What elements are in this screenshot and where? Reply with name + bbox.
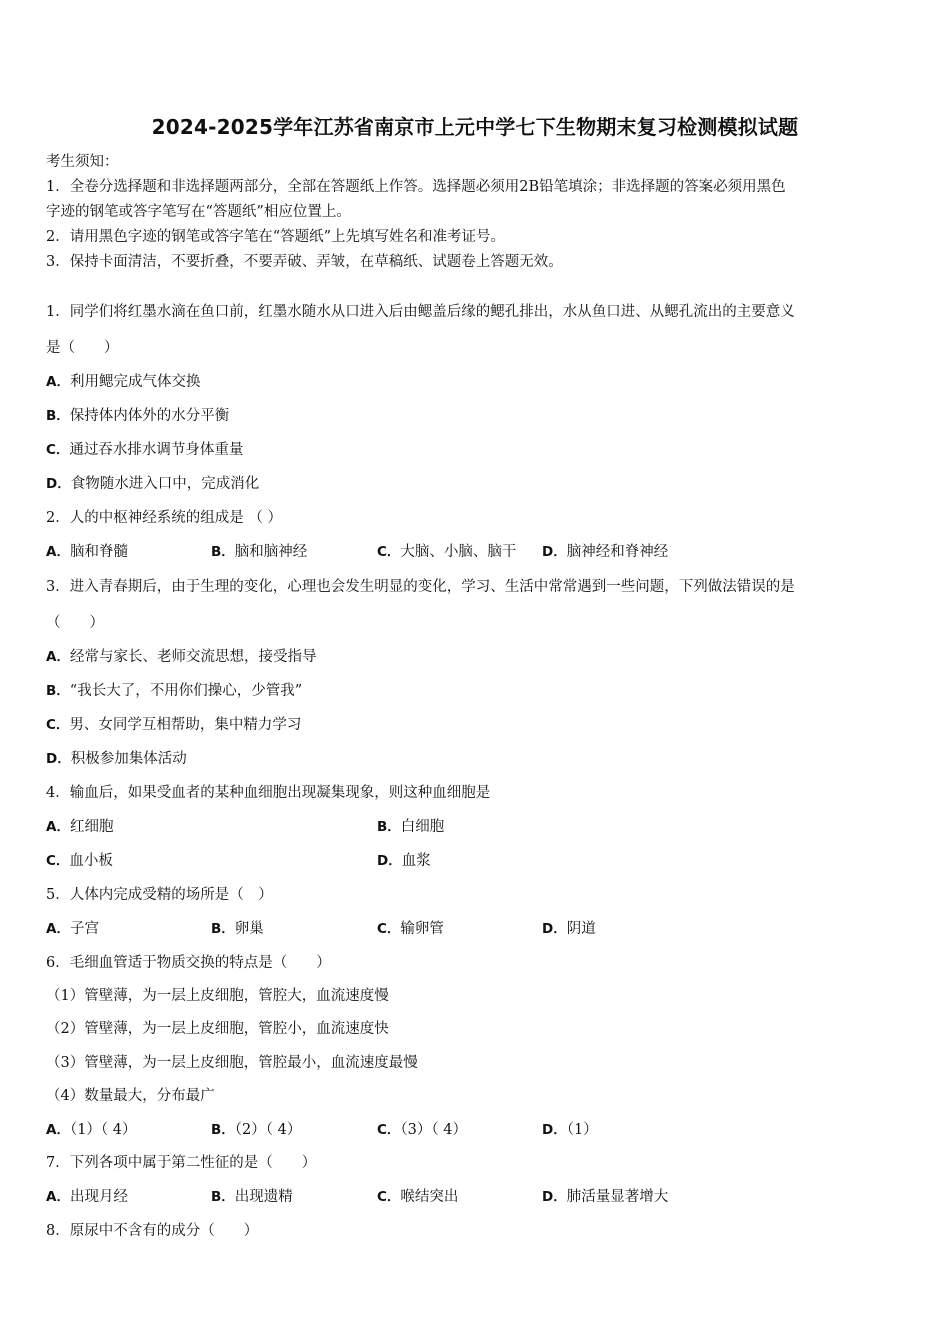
option-text: 保持体内体外的水分平衡 bbox=[69, 408, 230, 424]
q3-stem-b: （ ） bbox=[46, 615, 104, 631]
q5-option-c bbox=[377, 919, 444, 939]
option-text: 脑和脑神经 bbox=[234, 544, 308, 560]
option-text: 白细胞 bbox=[400, 819, 445, 835]
option-label: D． bbox=[377, 853, 402, 869]
notice-line-3: 3．保持卡面清洁，不要折叠，不要弄破、弄皱，在草稿纸、试题卷上答题无效。 bbox=[46, 254, 563, 270]
option-label: A． bbox=[46, 1189, 70, 1205]
option-label: D． bbox=[46, 751, 71, 767]
option-label: A． bbox=[46, 374, 70, 390]
q6-statement-2: （2）管壁薄，为一层上皮细胞，管腔小，血流速度快 bbox=[46, 1021, 389, 1037]
option-label: C． bbox=[377, 1122, 401, 1138]
option-text: 输卵管 bbox=[400, 921, 444, 937]
q1-option-a bbox=[46, 372, 200, 392]
q5-option-a bbox=[46, 919, 99, 939]
q7-option-d bbox=[542, 1187, 668, 1207]
option-label: A． bbox=[46, 921, 70, 937]
q6-option-d bbox=[542, 1120, 598, 1140]
option-label: D． bbox=[542, 1189, 567, 1205]
option-text: 红细胞 bbox=[69, 819, 114, 835]
option-text: 出现遗精 bbox=[234, 1189, 293, 1205]
option-text: 脑和脊髓 bbox=[69, 544, 128, 560]
option-label: C． bbox=[46, 442, 70, 458]
q4-stem: 4．输血后，如果受血者的某种血细胞出现凝集现象，则这种血细胞是 bbox=[46, 785, 491, 801]
q2-option-a bbox=[46, 542, 128, 562]
option-label: D． bbox=[46, 476, 71, 492]
q2-option-b bbox=[211, 542, 307, 562]
q4-option-c bbox=[46, 851, 113, 871]
q6-option-a bbox=[46, 1120, 137, 1140]
q4-option-d bbox=[377, 851, 431, 871]
option-label: A． bbox=[46, 649, 70, 665]
option-label: B． bbox=[211, 1122, 235, 1138]
option-label: B． bbox=[377, 819, 401, 835]
q4-option-b bbox=[377, 817, 444, 837]
q3-stem-a: 3．进入青春期后，由于生理的变化，心理也会发生明显的变化，学习、生活中常常遇到一些问题，下列做法错误的是 bbox=[46, 579, 795, 595]
notice-line-2: 2．请用黑色字迹的钢笔或答字笔在“答题纸”上先填写姓名和准考证号。 bbox=[46, 229, 506, 245]
exam-title: 2024-2025学年江苏省南京市上元中学七下生物期末复习检测模拟试题 bbox=[151, 115, 799, 139]
notice-heading: 考生须知： bbox=[46, 154, 119, 170]
option-label: A． bbox=[46, 1122, 70, 1138]
option-text: 食物随水进入口中，完成消化 bbox=[70, 476, 260, 492]
q6-statement-1: （1）管壁薄，为一层上皮细胞，管腔大，血流速度慢 bbox=[46, 988, 389, 1004]
option-text: （2）（ 4） bbox=[234, 1122, 302, 1138]
option-text: 喉结突出 bbox=[400, 1189, 459, 1205]
option-text: 子宫 bbox=[69, 921, 99, 937]
q3-option-c bbox=[46, 715, 301, 735]
option-text: “我长大了，不用你们操心，少管我” bbox=[69, 683, 303, 699]
q1-stem-a: 1．同学们将红墨水滴在鱼口前，红墨水随水从口进入后由鳃盖后缘的鳃孔排出，水从鱼口进、从鳃孔流出的主要意义 bbox=[46, 304, 795, 320]
option-text: 出现月经 bbox=[69, 1189, 128, 1205]
option-label: D． bbox=[542, 1122, 567, 1138]
q5-option-d bbox=[542, 919, 596, 939]
option-text: 阴道 bbox=[566, 921, 596, 937]
option-text: （3）（ 4） bbox=[400, 1122, 467, 1138]
q6-statement-3: （3）管壁薄，为一层上皮细胞，管腔最小，血流速度最慢 bbox=[46, 1055, 418, 1071]
notice-line-1b: 字迹的钢笔或答字笔写在“答题纸”相应位置上。 bbox=[46, 204, 351, 220]
option-text: 脑神经和脊神经 bbox=[566, 544, 669, 560]
option-label: A． bbox=[46, 544, 70, 560]
q3-option-b bbox=[46, 681, 302, 701]
option-label: C． bbox=[377, 921, 401, 937]
q1-option-c bbox=[46, 440, 243, 460]
option-label: C． bbox=[46, 717, 70, 733]
q3-option-d bbox=[46, 749, 187, 769]
q4-option-a bbox=[46, 817, 113, 837]
option-text: 通过吞水排水调节身体重量 bbox=[69, 442, 244, 458]
option-label: C． bbox=[46, 853, 70, 869]
option-label: B． bbox=[211, 921, 235, 937]
option-text: （1） bbox=[566, 1122, 598, 1138]
option-text: 血浆 bbox=[401, 853, 431, 869]
option-label: B． bbox=[211, 544, 235, 560]
q7-option-b bbox=[211, 1187, 293, 1207]
option-text: 大脑、小脑、脑干 bbox=[400, 544, 517, 560]
q2-stem: 2．人的中枢神经系统的组成是 （ ） bbox=[46, 510, 282, 526]
q7-option-a bbox=[46, 1187, 128, 1207]
q6-option-b bbox=[211, 1120, 301, 1140]
notice-line-1a: 1．全卷分选择题和非选择题两部分，全部在答题纸上作答。选择题必须用2B铅笔填涂；非选择题的答案必须用黑色 bbox=[46, 179, 786, 195]
option-text: 肺活量显著增大 bbox=[566, 1189, 669, 1205]
q7-stem: 7．下列各项中属于第二性征的是（ ） bbox=[46, 1155, 317, 1171]
q6-stem: 6．毛细血管适于物质交换的特点是（ ） bbox=[46, 955, 331, 971]
option-text: 卵巢 bbox=[234, 921, 264, 937]
option-text: （1）（ 4） bbox=[69, 1122, 137, 1138]
option-label: B． bbox=[46, 408, 70, 424]
q5-option-b bbox=[211, 919, 264, 939]
q1-option-d bbox=[46, 474, 259, 494]
option-label: C． bbox=[377, 1189, 401, 1205]
q8-stem: 8．原尿中不含有的成分（ ） bbox=[46, 1223, 259, 1239]
option-label: B． bbox=[46, 683, 70, 699]
option-label: A． bbox=[46, 819, 70, 835]
q3-option-a bbox=[46, 647, 316, 667]
q6-option-c bbox=[377, 1120, 467, 1140]
option-text: 积极参加集体活动 bbox=[70, 751, 187, 767]
q1-stem-b: 是（ ） bbox=[46, 340, 119, 356]
option-text: 血小板 bbox=[69, 853, 113, 869]
option-text: 男、女同学互相帮助，集中精力学习 bbox=[69, 717, 302, 733]
option-label: D． bbox=[542, 921, 567, 937]
option-label: C． bbox=[377, 544, 401, 560]
q2-option-d bbox=[542, 542, 668, 562]
q7-option-c bbox=[377, 1187, 458, 1207]
option-text: 利用鳃完成气体交换 bbox=[69, 374, 201, 390]
option-label: B． bbox=[211, 1189, 235, 1205]
q1-option-b bbox=[46, 406, 229, 426]
option-label: D． bbox=[542, 544, 567, 560]
q5-stem: 5．人体内完成受精的场所是（ ） bbox=[46, 887, 273, 903]
q2-option-c bbox=[377, 542, 516, 562]
option-text: 经常与家长、老师交流思想，接受指导 bbox=[69, 649, 317, 665]
q6-statement-4: （4）数量最大，分布最广 bbox=[46, 1088, 215, 1104]
